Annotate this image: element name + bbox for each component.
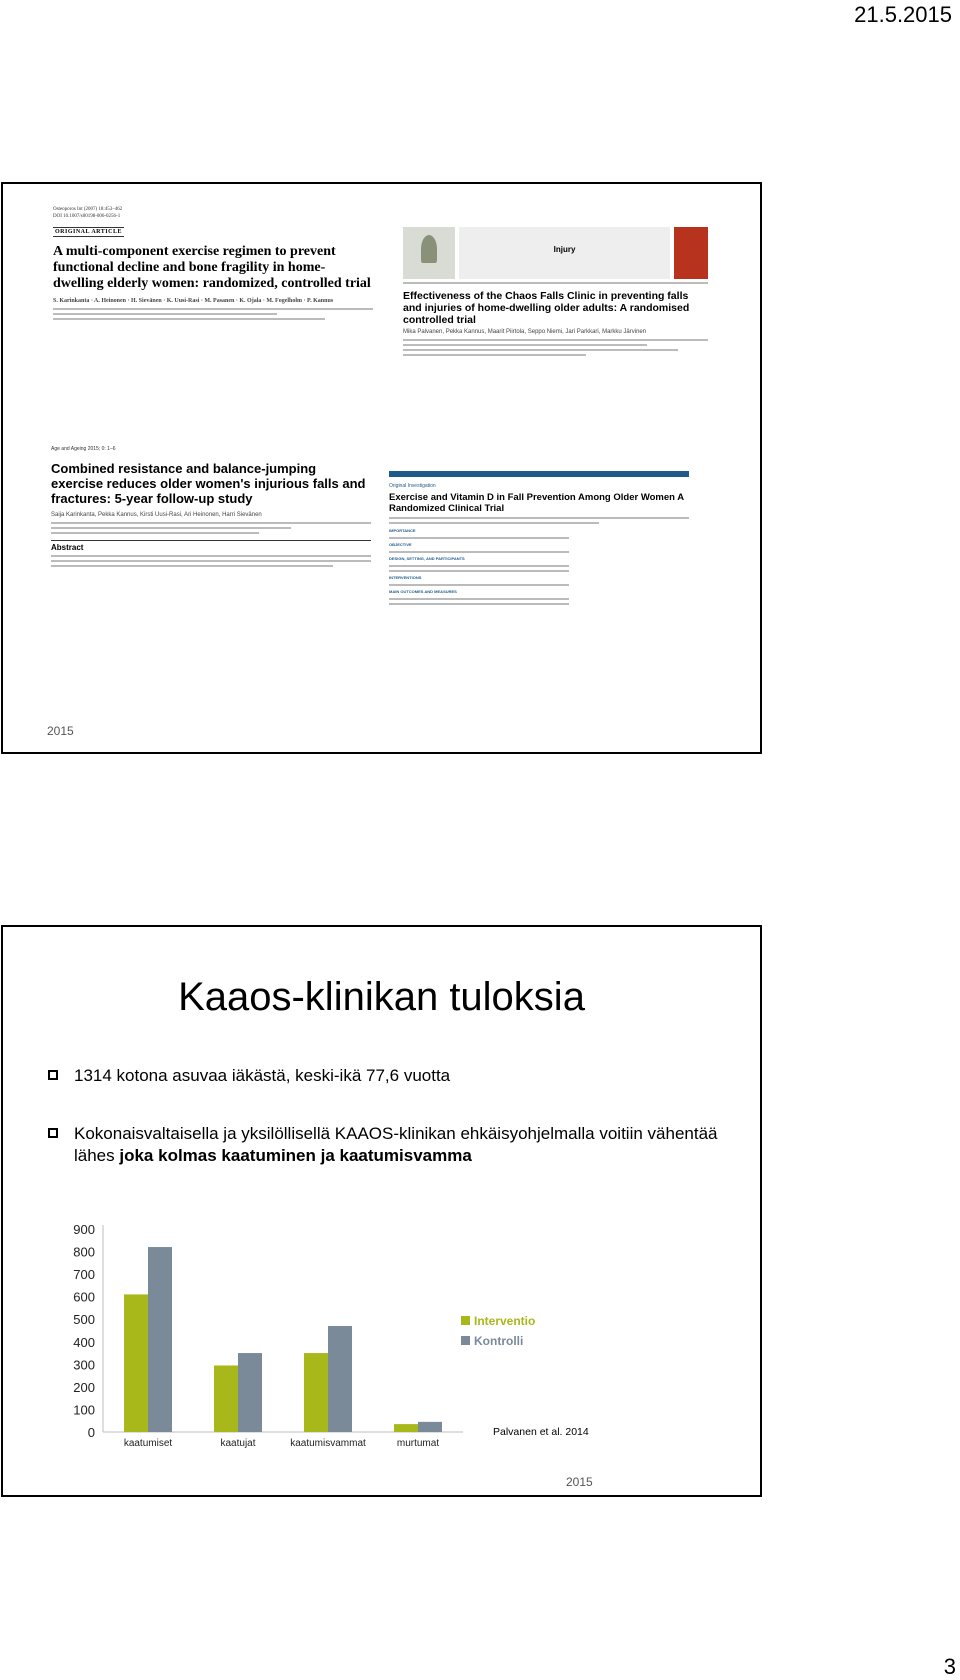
article-thumbnail-injury [403,224,708,426]
journal-header [403,224,708,284]
y-tick-label: 200 [73,1379,95,1395]
bar-interventio-kaatumisvammat [304,1353,328,1432]
bullet-text-plain: Kokonaisvaltaisella ja yksilöllisellä KAAOS-klinikan ehkäisyohjelmalla voitiin vähentää lähes [74,1124,718,1165]
bullet-text [49,1123,729,1167]
article-authors: Mika Palvanen, Pekka Kannus, Maarit Piirtola, Seppo Niemi, Jari Parkkari, Markku Järvinen [403,329,647,335]
article-title: A multi-component exercise regimen to prevent functional decline and bone fragility in home-dwelling elderly women: randomized, controlled trial [53,244,371,291]
text-placeholder [403,339,708,341]
slide-year: 2015 [566,1475,593,1489]
legend-label: Kontrolli [474,1334,524,1348]
y-tick-label: 300 [73,1357,95,1373]
text-placeholder [53,318,325,320]
journal-line: Osteoporos Int (2007) 18:453–462 [53,207,123,212]
text-placeholder [389,517,689,519]
journal-banner [459,227,670,279]
y-tick-label: 100 [73,1402,95,1418]
text-placeholder [389,522,599,524]
article-authors: S. Karinkanta · A. Heinonen · H. Sievänen · K. Uusi-Rasi · M. Pasanen · K. Ojala · M. Fogelholm · P. Kannus [53,298,334,304]
key-point-label: DESIGN, SETTING, AND PARTICIPANTS [389,556,465,561]
bar-kontrolli-kaatujat [238,1353,262,1432]
checkbox-bullet-icon [48,1128,58,1138]
abstract-heading: Abstract [51,540,371,552]
text-placeholder [389,537,569,539]
bar-interventio-murtumat [394,1424,418,1432]
key-point-label: IMPORTANCE [389,528,416,533]
bar-interventio-kaatujat [214,1365,238,1432]
text-placeholder [389,565,569,567]
article-thumbnail-jama [389,471,689,721]
y-tick-label: 900 [73,1222,95,1237]
text-placeholder [389,603,569,605]
bar-interventio-kaatumiset [124,1294,148,1432]
doi-line: DOI 10.1007/s00198-006-0256-1 [53,214,121,219]
article-type-label: ORIGINAL ARTICLE [55,229,122,235]
legend-swatch [461,1336,470,1345]
y-tick-label: 0 [87,1425,95,1440]
y-tick-label: 700 [73,1267,95,1283]
text-placeholder [389,584,569,586]
text-placeholder [51,565,333,567]
journal-topbar [389,471,689,477]
bar-kontrolli-kaatumisvammat [328,1326,352,1432]
bar-kontrolli-murtumat [418,1422,442,1432]
text-placeholder [389,551,569,553]
slide-year: 2015 [47,724,74,738]
text-placeholder [53,313,277,315]
text-placeholder [51,522,371,524]
text-placeholder [51,560,371,562]
x-tick-label: kaatumiset [123,1438,173,1449]
slide-results [1,925,762,1497]
key-point-label: INTERVENTIONS [389,575,422,580]
journal-name: Injury [553,245,576,254]
article-authors: Saija Karinkanta, Pekka Kannus, Kirsti Uusi-Rasi, Ari Heinonen, Harri Sievänen [51,512,262,518]
bullet-text: 1314 kotona asuvaa iäkästä, keski-ikä 77,6 vuotta [74,1066,451,1085]
text-placeholder [51,527,291,529]
journal-line: Original Investigation [389,483,436,489]
text-placeholder [403,349,678,351]
text-placeholder [389,570,569,572]
slide-title: Kaaos-klinikan tuloksia [178,975,585,1019]
source-citation: Palvanen et al. 2014 [493,1426,589,1438]
key-point-label: MAIN OUTCOMES AND MEASURES [389,589,457,594]
journal-cover [674,227,708,279]
x-tick-label: murtumat [396,1438,440,1449]
journal-line: Age and Ageing 2015; 0: 1–6 [51,446,116,452]
article-title: Effectiveness of the Chaos Falls Clinic in preventing falls and injuries of home-dwelling older adults: A randomised controlled trial [403,290,690,326]
article-thumbnail-age-ageing [51,446,371,676]
key-point-label: OBJECTIVE [389,542,412,547]
page-date: 21.5.2015 [854,2,952,27]
text-placeholder [403,354,586,356]
text-placeholder [51,555,371,557]
text-placeholder [403,344,647,346]
legend-label: Interventio [474,1314,536,1328]
checkbox-bullet-icon [48,1070,58,1080]
bar-kontrolli-kaatumiset [148,1247,172,1432]
bar-chart [63,1217,713,1462]
x-tick-label: kaatujat [220,1438,256,1449]
x-tick-label: kaatumisvammat [290,1438,366,1449]
slide-articles [1,182,762,754]
y-tick-label: 400 [73,1334,95,1350]
y-tick-label: 500 [73,1312,95,1328]
page-number: 3 [943,1654,956,1679]
article-thumbnail-osteoporos [53,206,373,396]
text-placeholder [51,532,259,534]
article-title: Combined resistance and balance-jumping exercise reduces older women's injurious falls and fractures: 5-year follow-up study [51,461,366,506]
publisher-logo [403,227,455,279]
text-placeholder [53,308,373,310]
bullet-participants [49,1065,739,1087]
bullet-result [49,1123,729,1167]
legend-swatch [461,1316,470,1325]
bar-chart-svg [63,1217,713,1462]
text-placeholder [389,598,569,600]
y-tick-label: 600 [73,1289,95,1305]
y-tick-label: 800 [73,1244,95,1260]
article-title: Exercise and Vitamin D in Fall Prevention Among Older Women A Randomized Clinical Trial [389,492,684,514]
bullet-text-bold: joka kolmas kaatuminen ja kaatumisvamma [119,1146,472,1165]
